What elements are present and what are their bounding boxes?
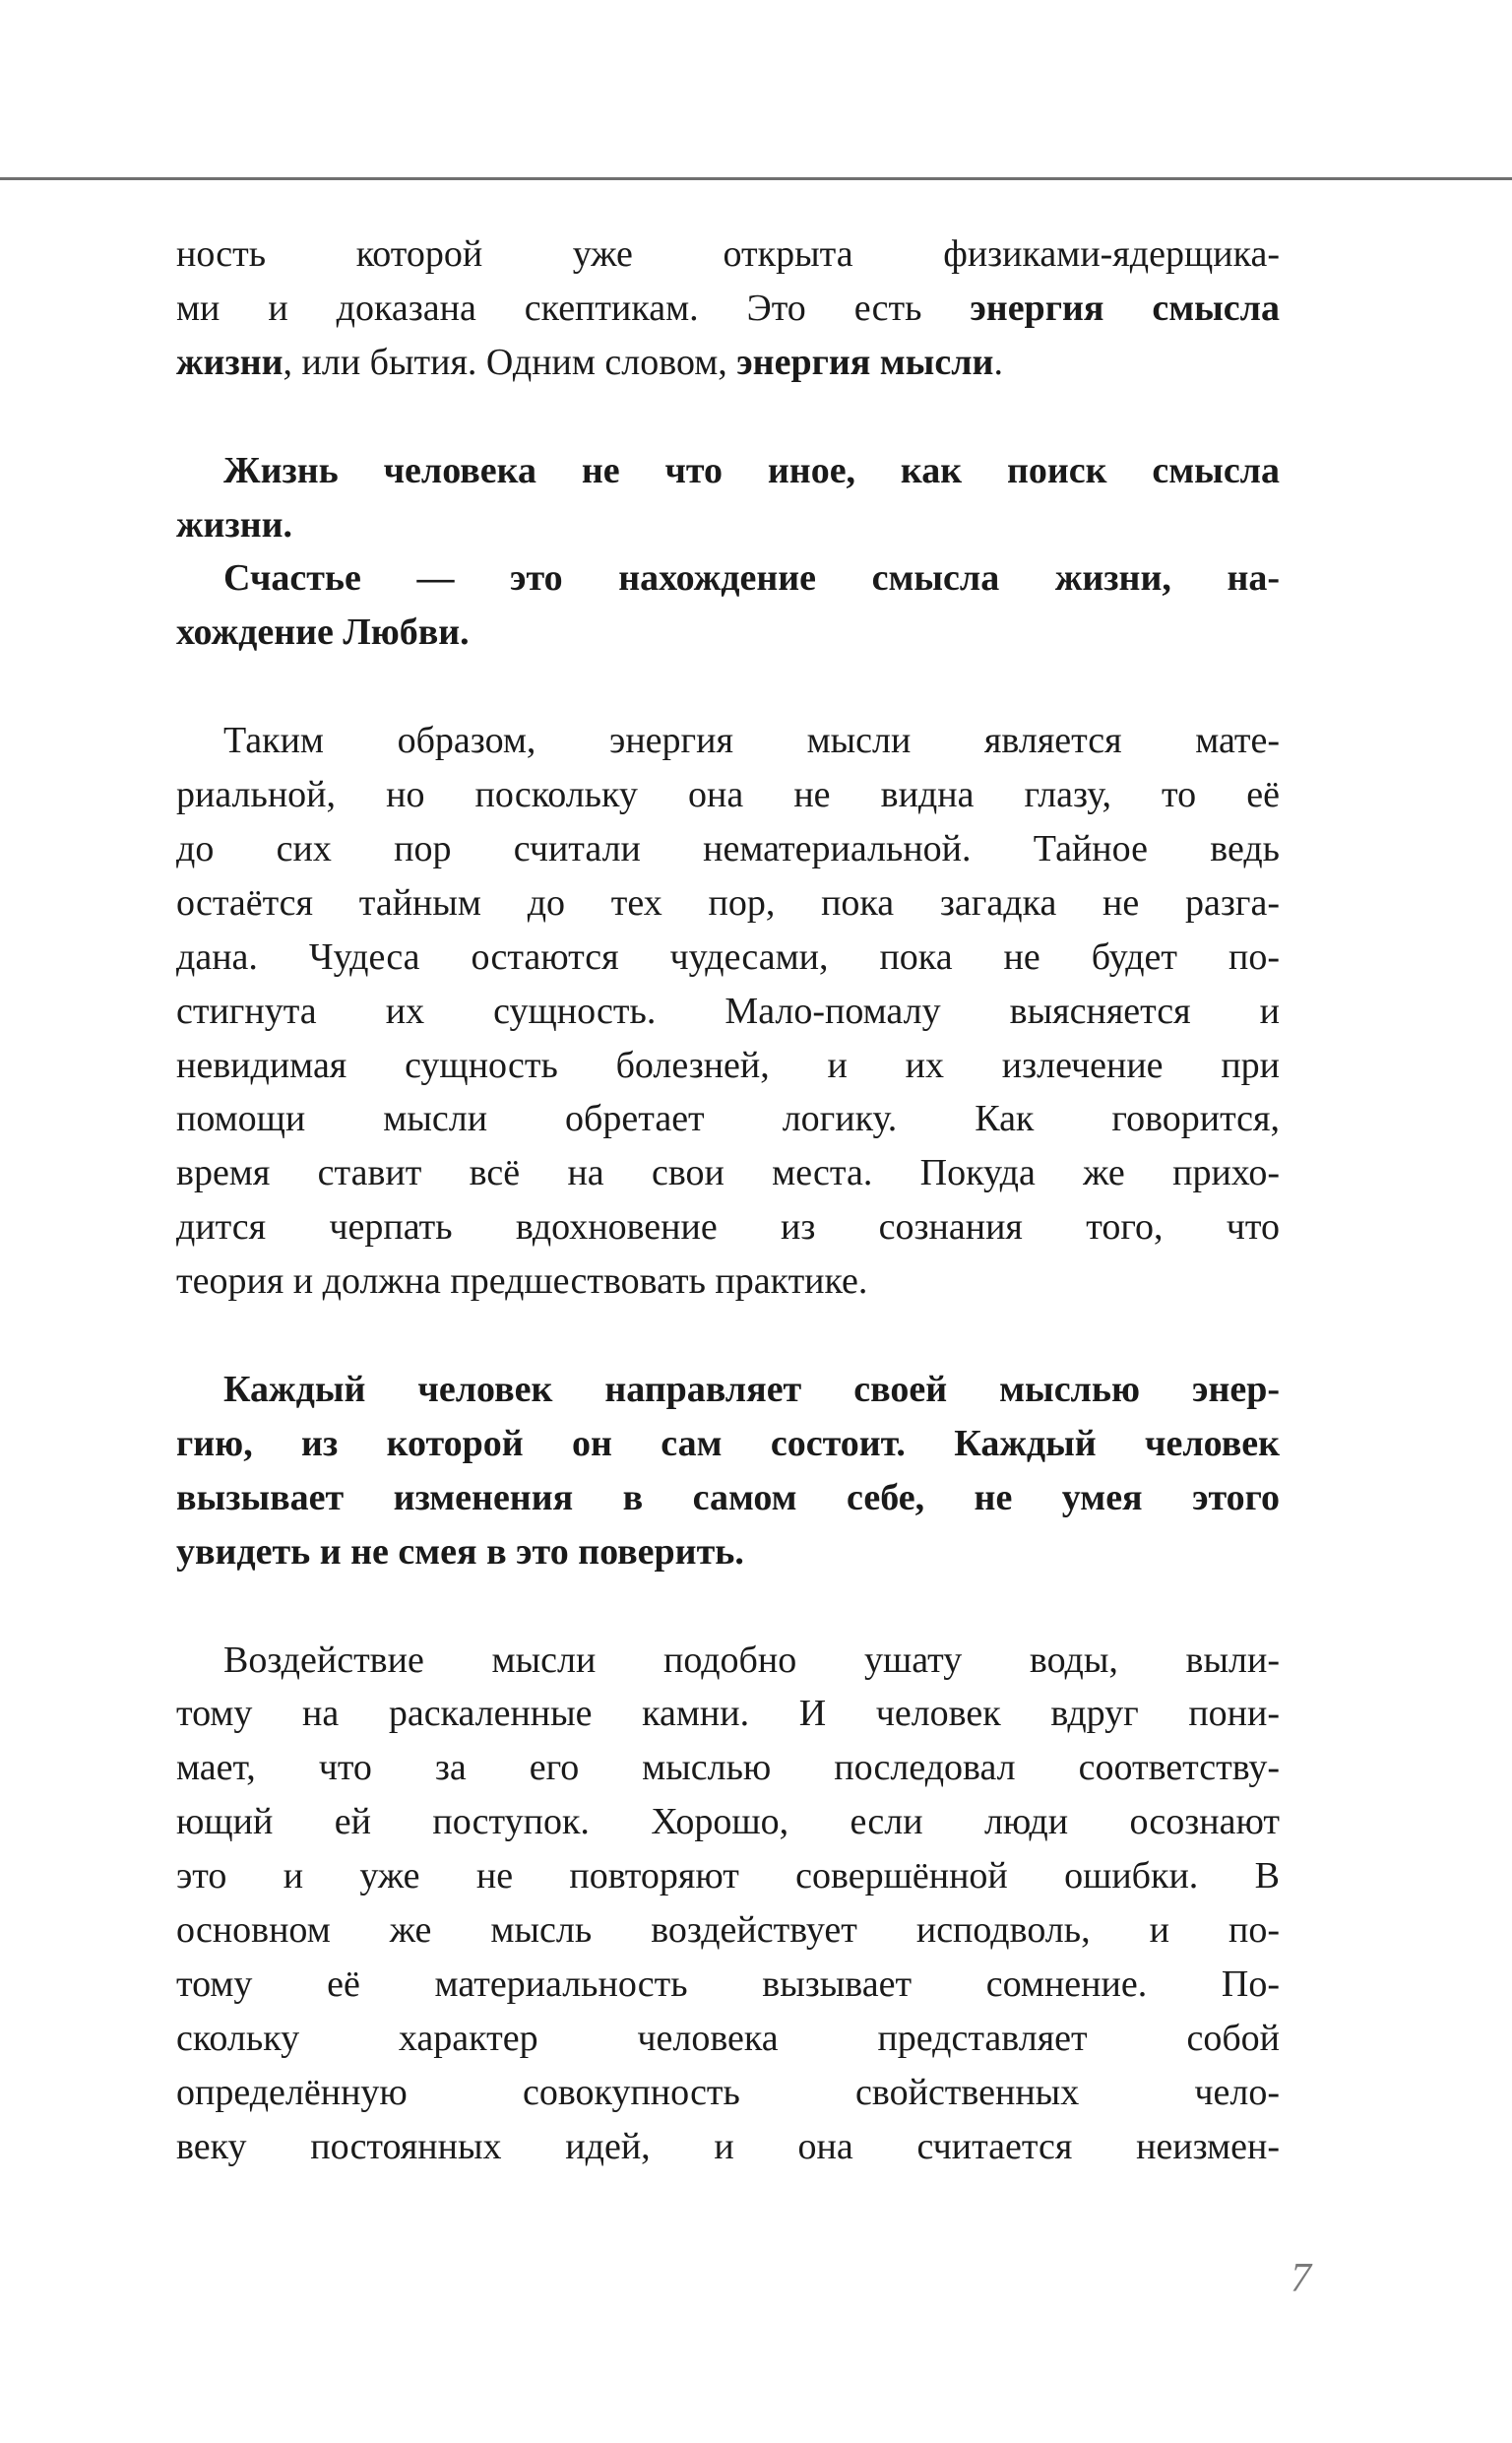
text-run: скольку характер человека представляет собой — [176, 2017, 1280, 2059]
text-line — [176, 1849, 1280, 1903]
text-line — [176, 606, 1280, 660]
text-line — [176, 985, 1280, 1039]
text-run: ми и доказана скептикам. Это есть — [176, 287, 971, 329]
text-line — [176, 714, 1280, 768]
text-line — [176, 1092, 1280, 1146]
page-number: 7 — [1291, 2256, 1311, 2301]
text-line — [176, 768, 1280, 822]
text-run: Таким образом, энергия мысли является мате- — [223, 720, 1280, 762]
bold-text-run: жизни — [176, 341, 284, 383]
text-line — [176, 1200, 1280, 1254]
text-run: определённую совокупность свойственных чело- — [176, 2071, 1280, 2113]
text-run: веку постоянных идей, и она считается неизмен- — [176, 2125, 1280, 2167]
text-line — [176, 2120, 1280, 2174]
text-line — [176, 1958, 1280, 2012]
bold-text-run: энергия мысли — [736, 341, 994, 383]
text-run: теория и должна предшествовать практике. — [176, 1260, 868, 1303]
header-rule — [0, 177, 1512, 180]
text-line — [176, 1687, 1280, 1741]
bold-text-run: вызывает изменения в самом себе, не умея этого — [176, 1476, 1280, 1518]
bold-text-run: энергия смысла — [970, 287, 1280, 329]
text-line — [176, 1471, 1280, 1525]
text-run: тому на раскаленные камни. И человек вдруг пони- — [176, 1693, 1280, 1735]
text-run: время ставит всё на свои места. Покуда же прихо- — [176, 1152, 1280, 1194]
text-line — [176, 1741, 1280, 1795]
text-line — [176, 551, 1280, 606]
text-line — [176, 1146, 1280, 1200]
text-line — [176, 1525, 1280, 1579]
text-run: . — [993, 341, 1003, 383]
bold-text-run: хождение Любви. — [176, 611, 470, 654]
paragraph-continuation — [176, 227, 1280, 390]
text-run: основном же мысль воздействует исподволь, и по- — [176, 1909, 1280, 1952]
text-line — [176, 227, 1280, 282]
text-line — [176, 444, 1280, 498]
text-run: ющий ей поступок. Хорошо, если люди осознают — [176, 1801, 1280, 1843]
text-run: тому её материальность вызывает сомнение. По- — [176, 1962, 1280, 2005]
text-run: стигнута их сущность. Мало-помалу выясняется и — [176, 990, 1280, 1032]
text-run: мает, что за его мыслью последовал соответству- — [176, 1747, 1280, 1789]
text-line — [176, 1417, 1280, 1471]
text-run: остаётся тайным до тех пор, пока загадка не разга- — [176, 881, 1280, 924]
text-line — [176, 1903, 1280, 1958]
text-run: это и уже не повторяют совершённой ошибки. В — [176, 1855, 1280, 1897]
text-line — [176, 931, 1280, 985]
text-run: , или бытия. Одним словом, — [283, 341, 737, 383]
paragraph-thought-energy — [176, 714, 1280, 1309]
bold-text-run: Жизнь человека не что иное, как поиск смысла — [223, 449, 1280, 491]
page-body — [176, 227, 1280, 2174]
text-line — [176, 498, 1280, 552]
text-line — [176, 1039, 1280, 1093]
text-line — [176, 336, 1280, 390]
bold-text-run: Каждый человек направляет своей мыслью энер- — [223, 1368, 1280, 1410]
bold-text-run: Счастье — это нахождение смысла жизни, на- — [223, 557, 1280, 600]
text-run: до сих пор считали нематериальной. Тайное ведь — [176, 827, 1280, 869]
text-run: помощи мысли обретает логику. Как говорится, — [176, 1098, 1280, 1140]
text-line — [176, 822, 1280, 876]
text-run: дится черпать вдохновение из сознания того, что — [176, 1206, 1280, 1249]
text-line — [176, 876, 1280, 931]
text-run: невидимая сущность болезней, и их излечение при — [176, 1044, 1280, 1086]
text-line — [176, 1363, 1280, 1417]
bold-statement-life — [176, 444, 1280, 552]
text-run: риальной, но поскольку она не видна глазу, то её — [176, 774, 1280, 816]
text-line — [176, 1254, 1280, 1309]
bold-statement-happiness — [176, 551, 1280, 660]
text-run: дана. Чудеса остаются чудесами, пока не будет по- — [176, 935, 1280, 978]
paragraph-thought-impact — [176, 1634, 1280, 2174]
bold-text-run: гию, из которой он сам состоит. Каждый человек — [176, 1422, 1280, 1464]
text-line — [176, 1795, 1280, 1849]
text-run: Воздействие мысли подобно ушату воды, выли- — [223, 1639, 1280, 1681]
bold-paragraph-each-person — [176, 1363, 1280, 1579]
bold-text-run: жизни. — [176, 503, 293, 546]
text-line — [176, 2012, 1280, 2066]
text-line — [176, 1634, 1280, 1688]
bold-text-run: увидеть и не смея в это поверить. — [176, 1530, 744, 1573]
text-line — [176, 282, 1280, 336]
text-run: ность которой уже открыта физиками-ядерщика- — [176, 233, 1280, 275]
text-line — [176, 2066, 1280, 2120]
